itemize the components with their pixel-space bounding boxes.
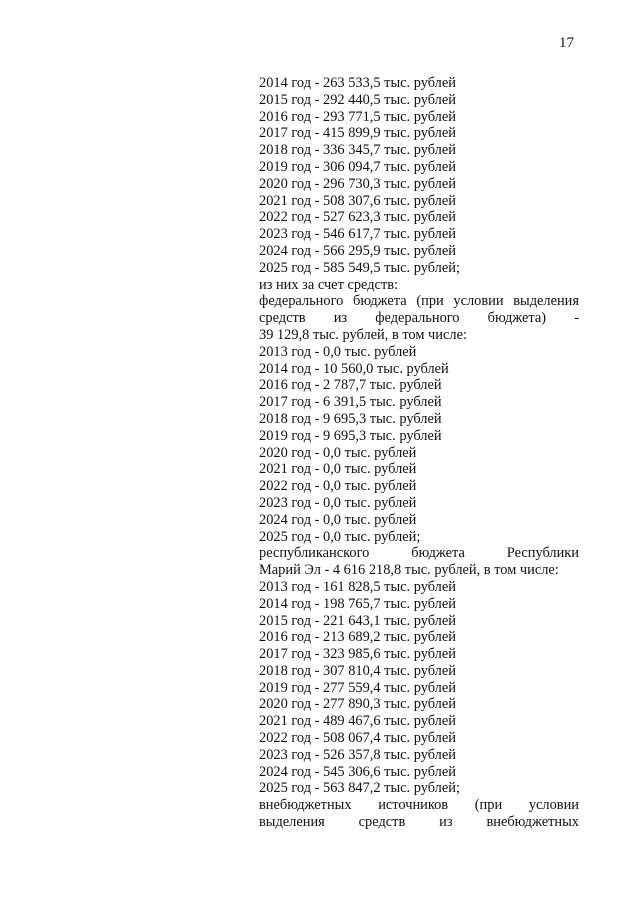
word: - bbox=[574, 310, 579, 327]
word: Республики bbox=[506, 545, 579, 562]
text-line: 2024 год - 566 295,9 тыс. рублей bbox=[259, 242, 456, 259]
text-line: 2020 год - 296 730,3 тыс. рублей bbox=[259, 175, 456, 192]
text-line: 2024 год - 545 306,6 тыс. рублей bbox=[259, 763, 456, 780]
text-line: Марий Эл - 4 616 218,8 тыс. рублей, в том числе: bbox=[259, 562, 559, 579]
word: бюджета) bbox=[487, 310, 547, 327]
word: из bbox=[333, 310, 348, 327]
word: федерального bbox=[259, 293, 344, 310]
text-line: 39 129,8 тыс. рублей, в том числе: bbox=[259, 326, 467, 343]
text-line: 2014 год - 198 765,7 тыс. рублей bbox=[259, 595, 456, 612]
text-line: 2019 год - 9 695,3 тыс. рублей bbox=[259, 427, 442, 444]
word: выделения bbox=[259, 814, 325, 831]
justified-line bbox=[259, 293, 579, 310]
justified-line bbox=[259, 797, 579, 814]
text-line: 2020 год - 277 890,3 тыс. рублей bbox=[259, 696, 456, 713]
word: средств bbox=[259, 310, 306, 327]
word: внебюджетных bbox=[486, 814, 579, 831]
text-line: 2017 год - 6 391,5 тыс. рублей bbox=[259, 394, 442, 411]
text-line: 2017 год - 415 899,9 тыс. рублей bbox=[259, 125, 456, 142]
text-line: 2018 год - 336 345,7 тыс. рублей bbox=[259, 142, 456, 159]
text-line: 2023 год - 546 617,7 тыс. рублей bbox=[259, 226, 456, 243]
word: источников bbox=[378, 797, 449, 814]
text-line: 2022 год - 508 067,4 тыс. рублей bbox=[259, 730, 456, 747]
word: из bbox=[439, 814, 453, 831]
text-line: 2021 год - 508 307,6 тыс. рублей bbox=[259, 192, 456, 209]
text-line: 2016 год - 293 771,5 тыс. рублей bbox=[259, 108, 456, 125]
text-line: 2013 год - 0,0 тыс. рублей bbox=[259, 343, 417, 360]
justified-line bbox=[259, 545, 579, 562]
text-line: 2025 год - 0,0 тыс. рублей; bbox=[259, 528, 421, 545]
document-body bbox=[259, 75, 579, 831]
text-line: 2023 год - 0,0 тыс. рублей bbox=[259, 494, 417, 511]
word: условии bbox=[528, 797, 579, 814]
text-line: из них за счет средств: bbox=[259, 276, 399, 293]
text-line: 2019 год - 277 559,4 тыс. рублей bbox=[259, 679, 456, 696]
text-line: 2016 год - 213 689,2 тыс. рублей bbox=[259, 629, 456, 646]
text-line: 2016 год - 2 787,7 тыс. рублей bbox=[259, 377, 442, 394]
word: условии bbox=[453, 293, 504, 310]
text-line: 2017 год - 323 985,6 тыс. рублей bbox=[259, 646, 456, 663]
word: бюджета bbox=[353, 293, 407, 310]
text-line: 2022 год - 0,0 тыс. рублей bbox=[259, 478, 417, 495]
word: федерального bbox=[375, 310, 460, 327]
word: внебюджетных bbox=[259, 797, 352, 814]
text-line: 2025 год - 585 549,5 тыс. рублей; bbox=[259, 259, 460, 276]
text-line: 2021 год - 0,0 тыс. рублей bbox=[259, 461, 417, 478]
justified-line bbox=[259, 310, 579, 327]
text-line: 2019 год - 306 094,7 тыс. рублей bbox=[259, 158, 456, 175]
text-line: 2018 год - 307 810,4 тыс. рублей bbox=[259, 662, 456, 679]
text-line: 2023 год - 526 357,8 тыс. рублей bbox=[259, 746, 456, 763]
text-line: 2015 год - 221 643,1 тыс. рублей bbox=[259, 612, 456, 629]
text-line: 2015 год - 292 440,5 тыс. рублей bbox=[259, 91, 456, 108]
word: республиканского bbox=[259, 545, 370, 562]
page-number: 17 bbox=[559, 35, 574, 51]
word: средств bbox=[358, 814, 406, 831]
text-line: 2021 год - 489 467,6 тыс. рублей bbox=[259, 713, 456, 730]
word: бюджета bbox=[411, 545, 465, 562]
text-line: 2025 год - 563 847,2 тыс. рублей; bbox=[259, 780, 460, 797]
text-line: 2014 год - 10 560,0 тыс. рублей bbox=[259, 360, 449, 377]
text-line: 2013 год - 161 828,5 тыс. рублей bbox=[259, 578, 456, 595]
justified-line bbox=[259, 814, 579, 831]
text-line: 2014 год - 263 533,5 тыс. рублей bbox=[259, 75, 456, 91]
word: (при bbox=[416, 293, 444, 310]
word: выделения bbox=[513, 293, 579, 310]
word: (при bbox=[474, 797, 503, 814]
text-line: 2024 год - 0,0 тыс. рублей bbox=[259, 511, 417, 528]
text-line: 2020 год - 0,0 тыс. рублей bbox=[259, 444, 417, 461]
text-line: 2018 год - 9 695,3 тыс. рублей bbox=[259, 410, 442, 427]
text-line: 2022 год - 527 623,3 тыс. рублей bbox=[259, 209, 456, 226]
